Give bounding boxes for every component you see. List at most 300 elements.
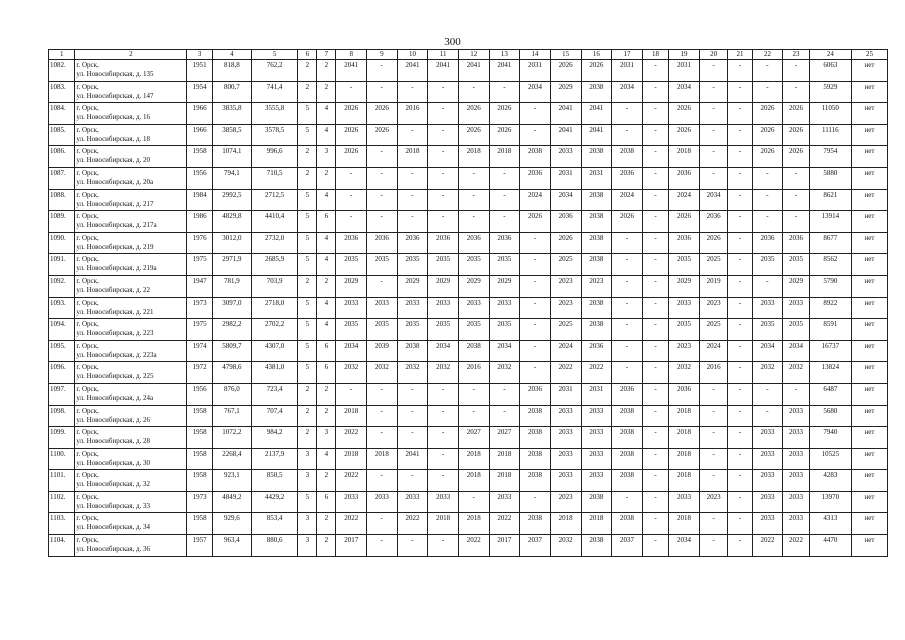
- row-number: 1089.: [49, 211, 75, 233]
- table-cell: 2033: [550, 448, 581, 470]
- table-cell: -: [752, 405, 783, 427]
- table-cell: 2: [298, 275, 317, 297]
- column-header: 15: [550, 50, 581, 60]
- table-cell: 5: [298, 319, 317, 341]
- table-cell: 2: [317, 60, 336, 82]
- table-cell: 2024: [699, 340, 728, 362]
- table-cell: 2038: [612, 146, 643, 168]
- table-cell: -: [428, 146, 459, 168]
- table-cell: 2032: [336, 362, 367, 384]
- table-cell: 2026: [336, 124, 367, 146]
- table-cell: -: [642, 81, 668, 103]
- table-cell: 2036: [428, 232, 459, 254]
- table-cell: 1958: [187, 470, 212, 492]
- table-cell: 2041: [336, 60, 367, 82]
- table-cell: 4: [317, 319, 336, 341]
- table-cell: 2037: [612, 535, 643, 557]
- table-cell: 2026: [336, 146, 367, 168]
- table-cell: 2026: [783, 146, 809, 168]
- table-cell: -: [783, 167, 809, 189]
- row-number: 1082.: [49, 60, 75, 82]
- table-cell: -: [489, 211, 520, 233]
- table-cell: -: [642, 103, 668, 125]
- table-cell: 1986: [187, 211, 212, 233]
- table-cell: 2036: [367, 232, 398, 254]
- table-row: [49, 340, 888, 362]
- table-row: [49, 232, 888, 254]
- table-cell: 2026: [458, 103, 489, 125]
- table-cell: 2035: [783, 319, 809, 341]
- address-cell: [75, 103, 187, 125]
- table-cell: нет: [851, 535, 887, 557]
- address-cell: [75, 254, 187, 276]
- row-number: 1086.: [49, 146, 75, 168]
- table-cell: 2041: [428, 60, 459, 82]
- table-cell: 984,2: [251, 427, 297, 449]
- table-cell: 2032: [752, 362, 783, 384]
- table-cell: 2018: [428, 513, 459, 535]
- address-street: ул. Новосибирская, д. 36: [76, 545, 151, 554]
- table-cell: 929,6: [212, 513, 251, 535]
- table-cell: нет: [851, 340, 887, 362]
- table-cell: -: [783, 383, 809, 405]
- table-cell: -: [728, 427, 752, 449]
- column-header: 8: [336, 50, 367, 60]
- column-header: 17: [612, 50, 643, 60]
- address-city: г. Орск,: [76, 514, 99, 523]
- table-cell: 2038: [581, 491, 612, 513]
- address-city: г. Орск,: [76, 190, 99, 199]
- table-cell: 2018: [550, 513, 581, 535]
- table-cell: -: [428, 124, 459, 146]
- table-cell: 2036: [669, 167, 700, 189]
- table-cell: 2023: [581, 275, 612, 297]
- table-row: [49, 362, 888, 384]
- table-cell: -: [458, 405, 489, 427]
- table-cell: 2035: [428, 254, 459, 276]
- table-cell: -: [728, 448, 752, 470]
- table-cell: -: [489, 405, 520, 427]
- table-cell: -: [728, 340, 752, 362]
- table-cell: 4410,4: [251, 211, 297, 233]
- table-cell: 876,0: [212, 383, 251, 405]
- table-cell: -: [428, 167, 459, 189]
- table-cell: 2: [298, 81, 317, 103]
- table-cell: 2022: [752, 535, 783, 557]
- table-cell: 1975: [187, 319, 212, 341]
- address-cell: [75, 319, 187, 341]
- table-cell: 2031: [550, 167, 581, 189]
- table-row: [49, 60, 888, 82]
- address-city: г. Орск,: [76, 82, 99, 91]
- table-cell: 2036: [752, 232, 783, 254]
- table-cell: 2033: [752, 513, 783, 535]
- table-cell: 2033: [783, 491, 809, 513]
- table-cell: 2031: [612, 60, 643, 82]
- address-city: г. Орск,: [76, 449, 99, 458]
- table-cell: -: [699, 60, 728, 82]
- table-cell: -: [336, 189, 367, 211]
- table-cell: 2038: [612, 427, 643, 449]
- table-cell: 2: [298, 60, 317, 82]
- table-cell: -: [612, 254, 643, 276]
- table-cell: 2036: [458, 232, 489, 254]
- table-cell: 3: [298, 513, 317, 535]
- table-cell: -: [699, 470, 728, 492]
- table-cell: -: [520, 232, 551, 254]
- table-cell: 4283: [809, 470, 851, 492]
- table-cell: 2038: [581, 211, 612, 233]
- table-cell: 2026: [752, 103, 783, 125]
- table-cell: 16737: [809, 340, 851, 362]
- address-street: ул. Новосибирская, д. 217: [76, 199, 154, 208]
- table-cell: 2026: [669, 103, 700, 125]
- table-cell: -: [642, 405, 668, 427]
- address-cell: [75, 513, 187, 535]
- table-cell: 2: [317, 470, 336, 492]
- column-header: 9: [367, 50, 398, 60]
- table-cell: -: [728, 513, 752, 535]
- table-cell: 1984: [187, 189, 212, 211]
- table-cell: -: [642, 254, 668, 276]
- table-cell: 3835,8: [212, 103, 251, 125]
- table-cell: 2034: [669, 81, 700, 103]
- table-cell: 2033: [336, 491, 367, 513]
- table-cell: -: [336, 81, 367, 103]
- table-cell: 710,5: [251, 167, 297, 189]
- table-cell: -: [642, 275, 668, 297]
- table-cell: 2038: [520, 470, 551, 492]
- table-cell: 2018: [336, 448, 367, 470]
- table-cell: -: [699, 448, 728, 470]
- address-city: г. Орск,: [76, 233, 99, 242]
- address-street: ул. Новосибирская, д. 32: [76, 480, 151, 489]
- row-number: 1103.: [49, 513, 75, 535]
- column-header: 14: [520, 50, 551, 60]
- table-cell: -: [367, 146, 398, 168]
- table-cell: 2019: [699, 275, 728, 297]
- table-cell: 2018: [458, 448, 489, 470]
- table-cell: 853,4: [251, 513, 297, 535]
- table-cell: 2685,9: [251, 254, 297, 276]
- table-cell: 2018: [367, 448, 398, 470]
- table-cell: 2033: [428, 297, 459, 319]
- table-cell: 3097,0: [212, 297, 251, 319]
- address-street: ул. Новосибирская, д. 24а: [76, 393, 154, 402]
- table-cell: -: [520, 124, 551, 146]
- table-cell: 4: [317, 124, 336, 146]
- table-cell: 2026: [752, 124, 783, 146]
- table-cell: -: [336, 383, 367, 405]
- address-street: ул. Новосибирская, д. 223: [76, 329, 154, 338]
- table-cell: -: [612, 319, 643, 341]
- address-city: г. Орск,: [76, 125, 99, 134]
- address-city: г. Орск,: [76, 147, 99, 156]
- table-cell: 2034: [336, 340, 367, 362]
- row-number: 1096.: [49, 362, 75, 384]
- table-cell: 2038: [612, 448, 643, 470]
- table-cell: 2038: [581, 319, 612, 341]
- address-street: ул. Новосибирская, д. 16: [76, 113, 151, 122]
- table-cell: -: [612, 275, 643, 297]
- table-cell: -: [458, 383, 489, 405]
- address-cell: [75, 124, 187, 146]
- address-street: ул. Новосибирская, д. 225: [76, 372, 154, 381]
- table-cell: 5: [298, 124, 317, 146]
- table-cell: 2031: [520, 60, 551, 82]
- table-cell: 5: [298, 103, 317, 125]
- row-number: 1099.: [49, 427, 75, 449]
- table-cell: 2023: [550, 491, 581, 513]
- table-cell: 2034: [783, 340, 809, 362]
- table-cell: 2027: [458, 427, 489, 449]
- table-cell: 2032: [397, 362, 428, 384]
- table-cell: -: [699, 81, 728, 103]
- table-cell: 2137,9: [251, 448, 297, 470]
- table-cell: 2038: [520, 513, 551, 535]
- table-cell: 2024: [520, 189, 551, 211]
- table-cell: нет: [851, 491, 887, 513]
- table-cell: 1975: [187, 254, 212, 276]
- table-cell: -: [728, 211, 752, 233]
- table-cell: 2035: [783, 254, 809, 276]
- table-cell: 3: [298, 535, 317, 557]
- table-cell: 8677: [809, 232, 851, 254]
- address-street: ул. Новосибирская, д. 221: [76, 307, 154, 316]
- table-cell: 2041: [550, 124, 581, 146]
- table-cell: 2029: [397, 275, 428, 297]
- table-cell: 4313: [809, 513, 851, 535]
- address-city: г. Орск,: [76, 61, 99, 69]
- column-header: 10: [397, 50, 428, 60]
- table-cell: 10525: [809, 448, 851, 470]
- column-header: 3: [187, 50, 212, 60]
- address-cell: [75, 167, 187, 189]
- table-cell: 2038: [397, 340, 428, 362]
- address-city: г. Орск,: [76, 104, 99, 113]
- row-number: 1083.: [49, 81, 75, 103]
- address-cell: [75, 427, 187, 449]
- table-cell: -: [699, 427, 728, 449]
- table-cell: -: [699, 146, 728, 168]
- row-number: 1087.: [49, 167, 75, 189]
- table-row: [49, 470, 888, 492]
- table-cell: 2035: [752, 319, 783, 341]
- column-header: 4: [212, 50, 251, 60]
- table-cell: 2041: [397, 60, 428, 82]
- table-cell: 2033: [550, 405, 581, 427]
- table-cell: -: [520, 275, 551, 297]
- table-cell: нет: [851, 427, 887, 449]
- table-cell: 6: [317, 491, 336, 513]
- table-cell: 8922: [809, 297, 851, 319]
- table-cell: -: [397, 81, 428, 103]
- address-street: ул. Новосибирская, д. 28: [76, 437, 151, 446]
- table-cell: 2033: [581, 448, 612, 470]
- table-cell: 11116: [809, 124, 851, 146]
- column-header: 6: [298, 50, 317, 60]
- table-cell: 2033: [783, 470, 809, 492]
- housing-table-container: [48, 49, 888, 557]
- table-cell: 1958: [187, 146, 212, 168]
- table-cell: нет: [851, 232, 887, 254]
- table-cell: -: [489, 81, 520, 103]
- table-cell: -: [367, 535, 398, 557]
- table-cell: 1957: [187, 535, 212, 557]
- table-cell: 2022: [783, 535, 809, 557]
- table-cell: 2029: [783, 275, 809, 297]
- table-cell: 7954: [809, 146, 851, 168]
- table-cell: -: [612, 103, 643, 125]
- table-cell: 13824: [809, 362, 851, 384]
- table-cell: нет: [851, 297, 887, 319]
- table-cell: -: [428, 535, 459, 557]
- table-cell: 7940: [809, 427, 851, 449]
- table-cell: 2032: [783, 362, 809, 384]
- table-cell: -: [520, 491, 551, 513]
- table-cell: 2033: [783, 405, 809, 427]
- table-cell: 2026: [550, 232, 581, 254]
- table-cell: 2022: [336, 427, 367, 449]
- table-cell: 2034: [669, 535, 700, 557]
- table-cell: -: [642, 189, 668, 211]
- row-number: 1094.: [49, 319, 75, 341]
- table-row: [49, 405, 888, 427]
- table-cell: -: [642, 383, 668, 405]
- address-city: г. Орск,: [76, 471, 99, 480]
- table-cell: 2023: [550, 297, 581, 319]
- table-cell: 2025: [550, 319, 581, 341]
- table-cell: нет: [851, 146, 887, 168]
- table-cell: -: [728, 275, 752, 297]
- table-cell: 11050: [809, 103, 851, 125]
- table-cell: 5: [298, 340, 317, 362]
- column-header: 16: [581, 50, 612, 60]
- table-header: [49, 50, 888, 60]
- row-number: 1095.: [49, 340, 75, 362]
- table-cell: 2: [317, 383, 336, 405]
- table-cell: 2: [298, 383, 317, 405]
- table-cell: -: [336, 211, 367, 233]
- table-cell: 6: [317, 211, 336, 233]
- table-cell: 2023: [550, 275, 581, 297]
- table-cell: -: [489, 189, 520, 211]
- table-cell: 2: [298, 146, 317, 168]
- table-cell: 2038: [612, 405, 643, 427]
- row-number: 1090.: [49, 232, 75, 254]
- table-cell: 1072,2: [212, 427, 251, 449]
- table-cell: -: [728, 297, 752, 319]
- address-cell: [75, 535, 187, 557]
- table-cell: -: [367, 211, 398, 233]
- table-cell: 2026: [520, 211, 551, 233]
- table-cell: 2018: [669, 470, 700, 492]
- table-cell: -: [728, 383, 752, 405]
- table-cell: -: [458, 189, 489, 211]
- table-cell: 5: [298, 491, 317, 513]
- table-cell: 1951: [187, 60, 212, 82]
- table-cell: 2018: [458, 470, 489, 492]
- table-cell: 2022: [581, 362, 612, 384]
- table-cell: 4798,6: [212, 362, 251, 384]
- table-cell: -: [367, 470, 398, 492]
- table-cell: 4470: [809, 535, 851, 557]
- table-cell: -: [728, 103, 752, 125]
- address-street: ул. Новосибирская, д. 219: [76, 242, 154, 251]
- address-cell: [75, 470, 187, 492]
- table-cell: -: [367, 60, 398, 82]
- table-cell: нет: [851, 124, 887, 146]
- table-cell: 13914: [809, 211, 851, 233]
- table-cell: 1973: [187, 491, 212, 513]
- table-cell: нет: [851, 189, 887, 211]
- address-cell: [75, 405, 187, 427]
- table-cell: 2034: [489, 340, 520, 362]
- table-cell: -: [397, 167, 428, 189]
- table-cell: -: [699, 124, 728, 146]
- table-cell: 2033: [752, 491, 783, 513]
- table-cell: -: [642, 427, 668, 449]
- table-cell: 2026: [612, 211, 643, 233]
- header-row: [49, 50, 888, 60]
- table-cell: 2038: [520, 146, 551, 168]
- table-cell: нет: [851, 60, 887, 82]
- table-cell: 5680: [809, 405, 851, 427]
- table-row: [49, 211, 888, 233]
- table-cell: -: [428, 81, 459, 103]
- table-cell: 2033: [428, 491, 459, 513]
- table-cell: 1947: [187, 275, 212, 297]
- table-cell: нет: [851, 81, 887, 103]
- table-row: [49, 427, 888, 449]
- table-cell: 4381,0: [251, 362, 297, 384]
- table-cell: 2038: [581, 189, 612, 211]
- address-street: ул. Новосибирская, д. 18: [76, 134, 151, 143]
- table-cell: -: [520, 103, 551, 125]
- table-body: [49, 60, 888, 557]
- table-cell: -: [728, 232, 752, 254]
- table-cell: 2033: [550, 470, 581, 492]
- table-cell: 2037: [520, 535, 551, 557]
- table-cell: 2024: [669, 189, 700, 211]
- table-cell: нет: [851, 448, 887, 470]
- table-cell: -: [367, 81, 398, 103]
- table-cell: 2033: [397, 491, 428, 513]
- table-cell: 2036: [612, 167, 643, 189]
- table-cell: 2033: [581, 427, 612, 449]
- table-cell: 2268,4: [212, 448, 251, 470]
- address-cell: [75, 491, 187, 513]
- table-cell: 1958: [187, 427, 212, 449]
- table-cell: 2033: [783, 297, 809, 319]
- table-cell: 1954: [187, 81, 212, 103]
- table-cell: 2033: [783, 427, 809, 449]
- table-cell: 2022: [458, 535, 489, 557]
- table-cell: 707,4: [251, 405, 297, 427]
- table-cell: -: [642, 167, 668, 189]
- column-header: 22: [752, 50, 783, 60]
- table-cell: 8591: [809, 319, 851, 341]
- table-cell: -: [752, 60, 783, 82]
- column-header: 24: [809, 50, 851, 60]
- table-cell: 2035: [397, 254, 428, 276]
- table-cell: 2712,5: [251, 189, 297, 211]
- table-row: [49, 167, 888, 189]
- row-number: 1097.: [49, 383, 75, 405]
- address-city: г. Орск,: [76, 255, 99, 264]
- table-cell: -: [397, 470, 428, 492]
- table-cell: -: [728, 405, 752, 427]
